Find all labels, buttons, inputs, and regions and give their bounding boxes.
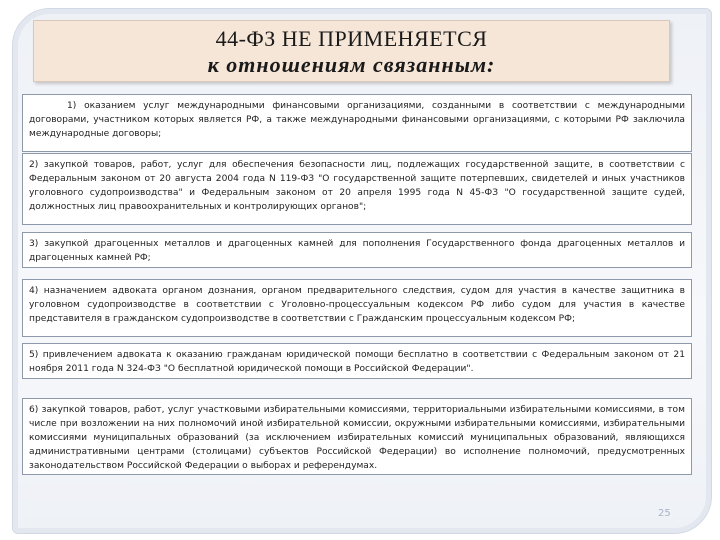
slide-title: [33, 20, 670, 82]
list-item-5: 5) привлечением адвоката к оказанию гражданам юридической помощи бесплатно в соответствии с Федеральным законом от 21 ноября 2011 года N 324-ФЗ "О бесплатной юридической помощи в Российской Федерации".: [22, 343, 692, 379]
title-line-1: 44-ФЗ НЕ ПРИМЕНЯЕТСЯ: [215, 26, 488, 51]
list-item-2: 2) закупкой товаров, работ, услуг для обеспечения безопасности лиц, подлежащих государственной защите, в соответствии с Федеральным законом от 20 августа 2004 года N 119-ФЗ "О государственной защите потерпевших, свидетелей и иных участников уголовного судопроизводства" и Федеральным законом от 20 апреля 1995 года N 45-ФЗ "О государственной защите судей, должностных лиц правоохранительных и контролирующих органов";: [22, 153, 692, 225]
title-line-2: к отношениям связанным:: [207, 52, 496, 77]
list-item-4: 4) назначением адвоката органом дознания, органом предварительного следствия, судом для участия в качестве защитника в уголовном судопроизводстве в соответствии с Уголовно-процессуальным кодексом РФ либо судом для участия в качестве представителя в гражданском судопроизводстве в соответствии с Гражданским процессуальным кодексом РФ;: [22, 279, 692, 337]
page-number: 25: [658, 508, 671, 519]
list-item-1: 1) оказанием услуг международными финансовыми организациями, созданными в соответствии с международными договорами, участником которых является РФ, а также международными финансовыми организациями, с которыми РФ заключила международные договоры;: [22, 94, 692, 152]
list-item-3: 3) закупкой драгоценных металлов и драгоценных камней для пополнения Государственного фонда драгоценных металлов и драгоценных камней РФ;: [22, 232, 692, 268]
list-item-6: 6) закупкой товаров, работ, услуг участковыми избирательными комиссиями, территориальными избирательными комиссиями, в том числе при возложении на них полномочий иной избирательной комиссии, окружными избирательными комиссиями, избирательными комиссиями муниципальных образований (за исключением избирательных комиссий муниципальных образований, являющихся административными центрами (столицами) субъектов Российской Федерации) во исполнение полномочий, предусмотренных законодательством Российской Федерации о выборах и референдумах.: [22, 398, 692, 475]
